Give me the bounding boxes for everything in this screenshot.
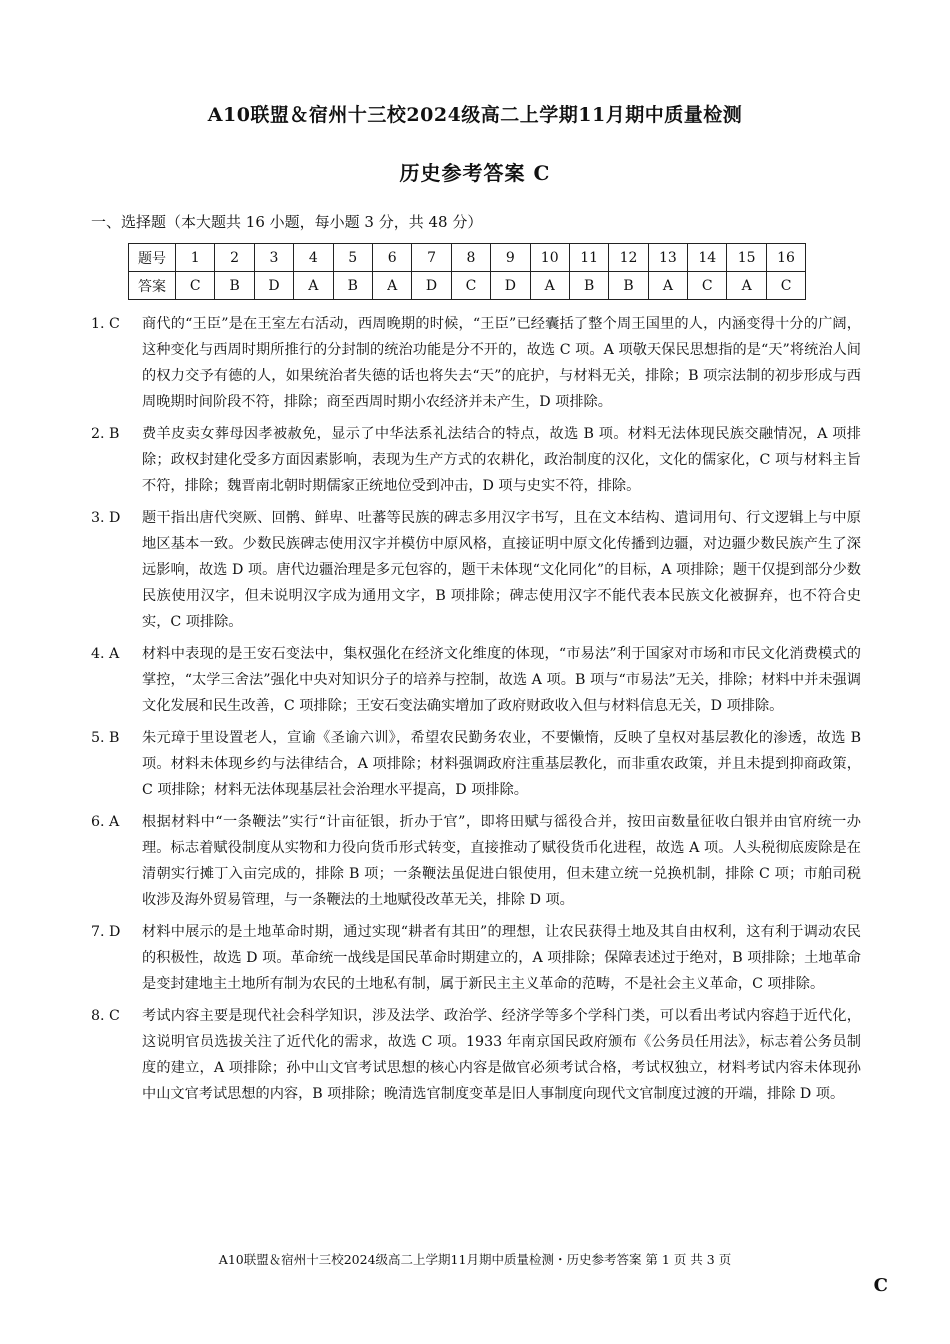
answer-cell: A — [727, 272, 766, 300]
document-title: A10联盟＆宿州十三校2024级高二上学期11月期中质量检测 — [207, 104, 743, 126]
explanation-item — [91, 641, 861, 719]
explanation-item — [91, 809, 861, 913]
section-heading: 一、选择题（本大题共 16 小题，每小题 3 分，共 48 分） — [91, 213, 483, 231]
answer-cell: A — [530, 272, 569, 300]
page-footer: A10联盟＆宿州十三校2024级高二上学期11月期中质量检测・历史参考答案 第 1 页 共 3 页 — [218, 1252, 732, 1267]
answer-cell: B — [609, 272, 648, 300]
explanation-item — [91, 505, 861, 635]
question-number: 8 — [451, 244, 490, 272]
item-number: 3. D — [91, 510, 121, 526]
question-number: 2 — [215, 244, 254, 272]
question-number: 9 — [491, 244, 530, 272]
question-number: 13 — [648, 244, 687, 272]
item-text: 考试内容主要是现代社会科学知识，涉及法学、政治学、经济学等多个学科门类，可以看出考试内容趋于近代化，这说明官员选拔关注了近代化的需求，故选 C 项。1933 年南京国民政府颁布《公务员任用法》，标志着公务员制度的建立，A 项排除；孙中山文官考试思想的核心内容是做官必须考试合格，考试权独立，材料考试内容未体现孙中山文官考试思想的内容，B 项排除；晚清选官制度变革是旧人事制度向现代文官制度过渡的开端，排除 D 项。 — [142, 1008, 861, 1102]
question-number: 3 — [254, 244, 293, 272]
question-number: 14 — [688, 244, 727, 272]
answer-cell: A — [648, 272, 687, 300]
answer-cell: B — [333, 272, 372, 300]
answer-cell: D — [412, 272, 451, 300]
explanation-item — [91, 1003, 861, 1107]
explanation-item — [91, 725, 861, 803]
item-number: 7. D — [91, 924, 121, 940]
item-text: 材料中表现的是王安石变法中，集权强化在经济文化维度的体现，“市易法”利于国家对市场和市民文化消费模式的掌控，“太学三舍法”强化中央对知识分子的培养与控制，故选 A 项。B 项与“市易法”无关，排除；材料中并未强调文化发展和民生改善，C 项排除；王安石变法确实增加了政府财政收入但与材料信息无关，D 项排除。 — [142, 646, 861, 714]
item-number: 4. A — [91, 646, 120, 662]
explanation-item — [91, 421, 861, 499]
item-text: 材料中展示的是土地革命时期，通过实现“耕者有其田”的理想，让农民获得土地及其自由权利，这有利于调动农民的积极性，故选 D 项。革命统一战线是国民革命时期建立的，A 项排除；保障表述过于绝对，B 项排除；土地革命是变封建地主土地所有制为农民的土地私有制，属于新民主主义革命的范畴，不是社会主义革命，C 项排除。 — [142, 924, 861, 992]
item-number: 8. C — [91, 1008, 120, 1024]
question-number: 15 — [727, 244, 766, 272]
explanation-item — [91, 311, 861, 415]
explanation-item — [91, 919, 861, 997]
item-number: 2. B — [91, 426, 120, 442]
answer-cell: A — [294, 272, 333, 300]
answer-cell: A — [372, 272, 411, 300]
item-number: 6. A — [91, 814, 120, 830]
answer-cell: C — [688, 272, 727, 300]
question-number: 10 — [530, 244, 569, 272]
item-text: 费羊皮卖女葬母因孝被赦免，显示了中华法系礼法结合的特点，故选 B 项。材料无法体现民族交融情况，A 项排除；政权封建化受多方面因素影响，表现为生产方式的农耕化，政治制度的汉化，文化的儒家化，C 项与材料主旨不符，排除；魏晋南北朝时期儒家正统地位受到冲击，D 项与史实不符，排除。 — [142, 426, 861, 494]
item-text: 商代的“王臣”是在王室左右活动，西周晚期的时候，“王臣”已经囊括了整个周王国里的人，内涵变得十分的广阔，这种变化与西周时期所推行的分封制的统治功能是分不开的，故选 C 项。A 项敬天保民思想指的是“天”将统治人间的权力交予有德的人，如果统治者失德的话也将失去“天”的庇护，与材料无关，排除；B 项宗法制的初步形成与西周晚期时间阶段不符，排除；商至西周时期小农经济并未产生，D 项排除。 — [142, 316, 861, 410]
item-text: 朱元璋于里设置老人，宣谕《圣谕六训》，希望农民勤务农业，不要懒惰，反映了皇权对基层教化的渗透，故选 B 项。材料未体现乡约与法律结合，A 项排除；材料强调政府注重基层教化，而非重农政策，并且未提到抑商政策，C 项排除；材料无法体现基层社会治理水平提高，D 项排除。 — [142, 730, 861, 798]
version-mark: C — [873, 1275, 888, 1296]
row-label-answer: 答案 — [129, 272, 176, 300]
question-number: 16 — [766, 244, 805, 272]
question-number: 6 — [372, 244, 411, 272]
answer-cell: B — [215, 272, 254, 300]
item-number: 5. B — [91, 730, 120, 746]
row-label-number: 题号 — [129, 244, 176, 272]
question-number: 1 — [176, 244, 215, 272]
item-text: 题干指出唐代突厥、回鹘、鲜卑、吐蕃等民族的碑志多用汉字书写，且在文本结构、遣词用句、行文逻辑上与中原地区基本一致。少数民族碑志使用汉字并模仿中原风格，直接证明中原文化传播到边疆，对边疆少数民族产生了深远影响，故选 D 项。唐代边疆治理是多元包容的，题干未体现“文化同化”的目标，A 项排除；题干仅提到部分少数民族使用汉字，但未说明汉字成为通用文字，B 项排除；碑志使用汉字不能代表本民族文化被摒弃，也不符合史实，C 项排除。 — [142, 510, 861, 630]
item-number: 1. C — [91, 316, 120, 332]
answer-table — [128, 243, 806, 300]
answer-row — [129, 272, 806, 300]
answer-cell: C — [176, 272, 215, 300]
question-number: 12 — [609, 244, 648, 272]
answer-cell: B — [569, 272, 608, 300]
answer-cell: C — [766, 272, 805, 300]
answer-cell: C — [451, 272, 490, 300]
explanation-list — [91, 311, 861, 1113]
question-number: 7 — [412, 244, 451, 272]
answer-cell: D — [491, 272, 530, 300]
answer-cell: D — [254, 272, 293, 300]
question-number-row — [129, 244, 806, 272]
item-text: 根据材料中“一条鞭法”实行“计亩征银，折办于官”，即将田赋与徭役合并，按田亩数量征收白银并由官府统一办理。标志着赋役制度从实物和力役向货币形式转变，直接推动了赋役货币化进程，故选 A 项。人头税彻底废除是在清朝实行摊丁入亩完成的，排除 B 项；一条鞭法虽促进白银使用，但未建立统一兑换机制，排除 C 项；市舶司税收涉及海外贸易管理，与一条鞭法的土地赋役改革无关，排除 D 项。 — [142, 814, 861, 908]
question-number: 5 — [333, 244, 372, 272]
question-number: 11 — [569, 244, 608, 272]
question-number: 4 — [294, 244, 333, 272]
document-subtitle: 历史参考答案 C — [399, 161, 551, 185]
